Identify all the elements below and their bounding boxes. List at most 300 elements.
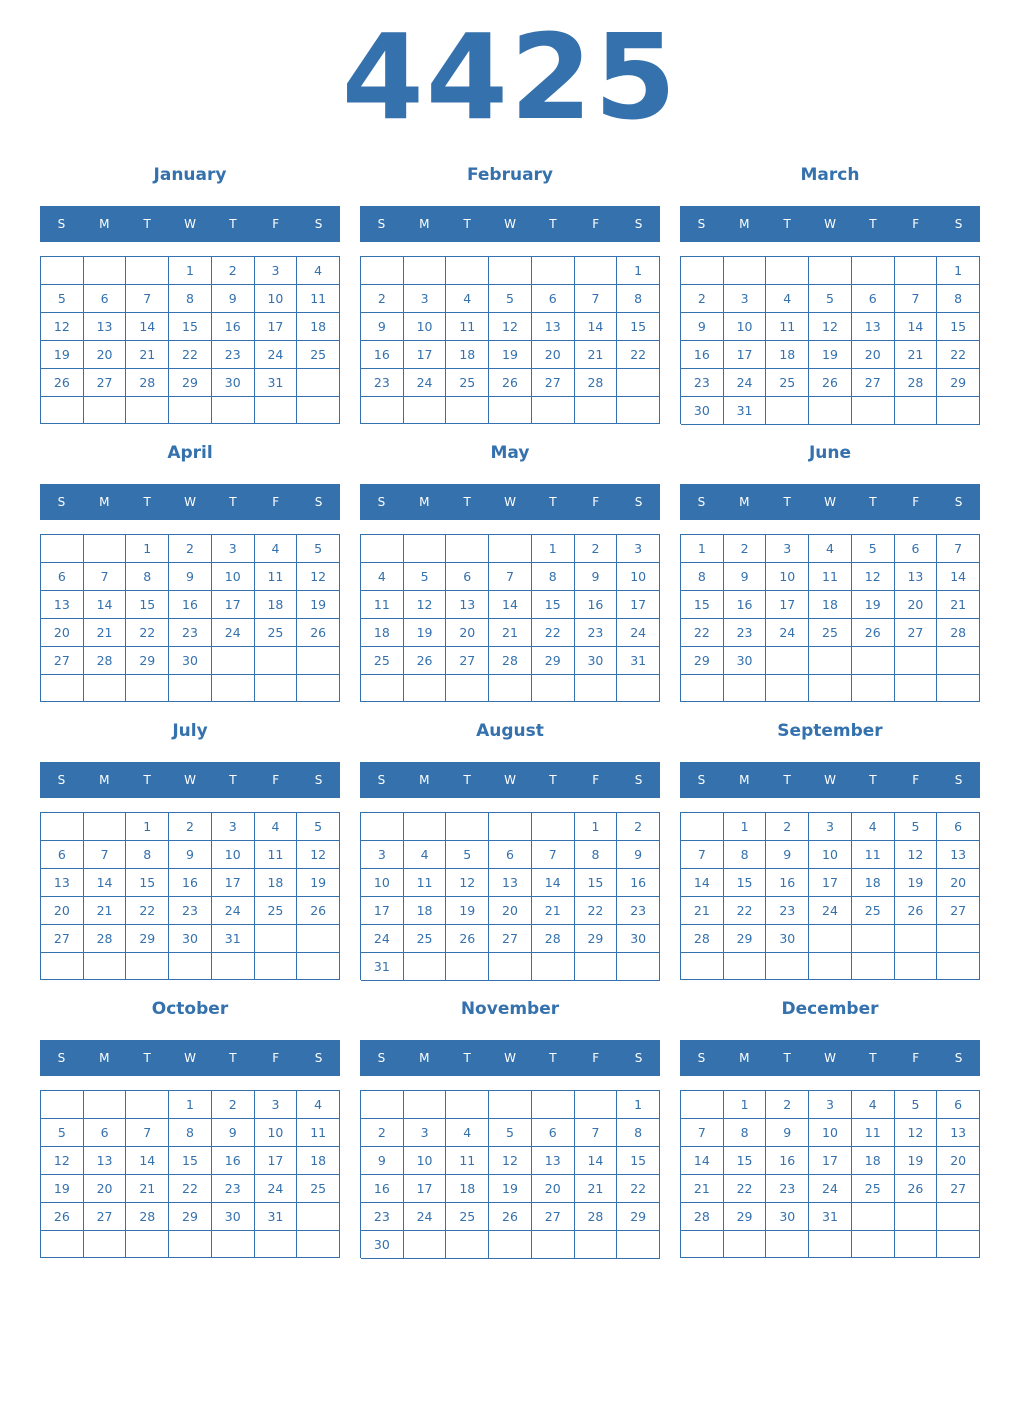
day-cell: 7 bbox=[681, 1119, 724, 1147]
day-cell: 2 bbox=[766, 1091, 809, 1119]
weekday-label: T bbox=[463, 495, 471, 509]
day-cell: 10 bbox=[255, 1119, 298, 1147]
empty-cell bbox=[617, 675, 660, 702]
weekday-label: W bbox=[504, 495, 516, 509]
weekday-label: F bbox=[592, 217, 600, 231]
weekday-label: T bbox=[549, 495, 557, 509]
day-cell: 3 bbox=[361, 841, 404, 869]
day-cell: 11 bbox=[404, 869, 447, 897]
day-cell: 21 bbox=[532, 897, 575, 925]
empty-cell bbox=[212, 647, 255, 675]
day-cell: 23 bbox=[361, 1203, 404, 1231]
day-cell: 13 bbox=[532, 313, 575, 341]
empty-cell bbox=[724, 953, 767, 980]
day-cell: 17 bbox=[809, 1147, 852, 1175]
day-cell: 14 bbox=[489, 591, 532, 619]
empty-cell bbox=[852, 647, 895, 675]
day-cell: 30 bbox=[681, 397, 724, 425]
day-cell: 30 bbox=[169, 647, 212, 675]
day-cell: 15 bbox=[681, 591, 724, 619]
day-cell: 18 bbox=[852, 869, 895, 897]
empty-cell bbox=[361, 675, 404, 702]
empty-cell bbox=[532, 397, 575, 424]
day-cell: 25 bbox=[766, 369, 809, 397]
day-cell: 27 bbox=[852, 369, 895, 397]
weekday-label: S bbox=[57, 773, 66, 787]
empty-cell bbox=[126, 397, 169, 424]
empty-cell bbox=[681, 813, 724, 841]
day-cell: 15 bbox=[169, 1147, 212, 1175]
day-cell: 8 bbox=[617, 285, 660, 313]
day-cell: 29 bbox=[169, 1203, 212, 1231]
day-cell: 31 bbox=[809, 1203, 852, 1231]
day-cell: 30 bbox=[575, 647, 618, 675]
empty-cell bbox=[361, 1091, 404, 1119]
day-cell: 21 bbox=[489, 619, 532, 647]
day-cell: 22 bbox=[169, 341, 212, 369]
day-cell: 28 bbox=[489, 647, 532, 675]
month-name: June bbox=[808, 443, 852, 463]
empty-cell bbox=[575, 953, 618, 981]
day-cell: 19 bbox=[297, 869, 340, 897]
day-cell: 11 bbox=[255, 841, 298, 869]
day-cell: 13 bbox=[41, 591, 84, 619]
day-cell: 11 bbox=[446, 1147, 489, 1175]
day-cell: 19 bbox=[895, 869, 938, 897]
weekday-label: T bbox=[549, 1051, 557, 1065]
day-cell: 27 bbox=[84, 369, 127, 397]
weekday-label: M bbox=[419, 217, 430, 231]
day-cell: 18 bbox=[446, 341, 489, 369]
day-cell: 21 bbox=[937, 591, 980, 619]
day-cell: 15 bbox=[937, 313, 980, 341]
weekday-label: S bbox=[57, 217, 66, 231]
day-cell: 9 bbox=[724, 563, 767, 591]
empty-cell bbox=[809, 1231, 852, 1258]
empty-cell bbox=[489, 1091, 532, 1119]
day-cell: 6 bbox=[41, 841, 84, 869]
day-cell: 16 bbox=[212, 313, 255, 341]
weekday-label: W bbox=[824, 1051, 836, 1065]
day-cell: 4 bbox=[361, 563, 404, 591]
day-cell: 20 bbox=[895, 591, 938, 619]
day-cell: 27 bbox=[489, 925, 532, 953]
day-cell: 16 bbox=[681, 341, 724, 369]
empty-cell bbox=[937, 1203, 980, 1231]
day-cell: 4 bbox=[297, 1091, 340, 1119]
day-cell: 29 bbox=[617, 1203, 660, 1231]
day-cell: 24 bbox=[766, 619, 809, 647]
empty-cell bbox=[937, 925, 980, 953]
empty-cell bbox=[126, 1231, 169, 1258]
day-cell: 24 bbox=[255, 341, 298, 369]
day-cell: 18 bbox=[361, 619, 404, 647]
empty-cell bbox=[404, 953, 447, 981]
empty-cell bbox=[446, 675, 489, 702]
weekday-label: S bbox=[954, 217, 963, 231]
day-cell: 22 bbox=[575, 897, 618, 925]
day-cell: 1 bbox=[937, 257, 980, 285]
day-cell: 28 bbox=[84, 647, 127, 675]
day-cell: 14 bbox=[895, 313, 938, 341]
day-cell: 1 bbox=[575, 813, 618, 841]
day-cell: 11 bbox=[852, 841, 895, 869]
weekday-label: S bbox=[634, 495, 643, 509]
weekday-label: T bbox=[869, 495, 877, 509]
day-grid bbox=[40, 256, 340, 424]
day-cell: 12 bbox=[41, 313, 84, 341]
empty-cell bbox=[446, 257, 489, 285]
day-cell: 29 bbox=[937, 369, 980, 397]
weekday-label: W bbox=[824, 495, 836, 509]
day-cell: 3 bbox=[255, 1091, 298, 1119]
day-cell: 22 bbox=[532, 619, 575, 647]
day-cell: 29 bbox=[575, 925, 618, 953]
day-cell: 24 bbox=[404, 1203, 447, 1231]
day-cell: 27 bbox=[532, 369, 575, 397]
day-cell: 21 bbox=[895, 341, 938, 369]
empty-cell bbox=[489, 535, 532, 563]
day-cell: 5 bbox=[446, 841, 489, 869]
day-cell: 8 bbox=[169, 285, 212, 313]
weekday-label: M bbox=[739, 1051, 750, 1065]
day-cell: 14 bbox=[126, 1147, 169, 1175]
empty-cell bbox=[361, 397, 404, 424]
day-cell: 26 bbox=[404, 647, 447, 675]
day-cell: 19 bbox=[297, 591, 340, 619]
day-cell: 17 bbox=[361, 897, 404, 925]
day-cell: 25 bbox=[297, 1175, 340, 1203]
weekday-label: F bbox=[592, 1051, 600, 1065]
day-cell: 7 bbox=[532, 841, 575, 869]
weekday-label: W bbox=[824, 217, 836, 231]
weekday-label: W bbox=[504, 217, 516, 231]
empty-cell bbox=[297, 397, 340, 424]
day-cell: 17 bbox=[212, 869, 255, 897]
day-cell: 28 bbox=[681, 925, 724, 953]
day-cell: 3 bbox=[617, 535, 660, 563]
day-cell: 22 bbox=[126, 619, 169, 647]
day-cell: 20 bbox=[41, 619, 84, 647]
day-cell: 14 bbox=[575, 313, 618, 341]
day-cell: 26 bbox=[852, 619, 895, 647]
weekday-label: F bbox=[912, 217, 920, 231]
day-cell: 30 bbox=[766, 925, 809, 953]
empty-cell bbox=[852, 675, 895, 702]
day-grid bbox=[360, 534, 660, 702]
day-cell: 10 bbox=[404, 313, 447, 341]
empty-cell bbox=[617, 1231, 660, 1259]
day-cell: 16 bbox=[169, 591, 212, 619]
day-cell: 7 bbox=[126, 1119, 169, 1147]
day-cell: 12 bbox=[489, 1147, 532, 1175]
day-cell: 26 bbox=[297, 897, 340, 925]
day-cell: 12 bbox=[297, 841, 340, 869]
day-cell: 9 bbox=[361, 1147, 404, 1175]
day-cell: 19 bbox=[489, 341, 532, 369]
empty-cell bbox=[489, 397, 532, 424]
weekday-label: F bbox=[912, 773, 920, 787]
empty-cell bbox=[84, 535, 127, 563]
day-cell: 8 bbox=[617, 1119, 660, 1147]
empty-cell bbox=[575, 675, 618, 702]
empty-cell bbox=[255, 675, 298, 702]
day-cell: 22 bbox=[724, 897, 767, 925]
day-cell: 16 bbox=[766, 1147, 809, 1175]
empty-cell bbox=[297, 675, 340, 702]
day-cell: 22 bbox=[126, 897, 169, 925]
weekday-label: M bbox=[99, 495, 110, 509]
empty-cell bbox=[255, 953, 298, 980]
day-cell: 27 bbox=[895, 619, 938, 647]
weekday-header bbox=[360, 762, 660, 798]
weekday-label: S bbox=[634, 217, 643, 231]
day-cell: 8 bbox=[532, 563, 575, 591]
weekday-label: S bbox=[697, 495, 706, 509]
weekday-label: S bbox=[314, 217, 323, 231]
day-cell: 1 bbox=[724, 1091, 767, 1119]
day-cell: 15 bbox=[724, 869, 767, 897]
day-cell: 16 bbox=[575, 591, 618, 619]
day-cell: 2 bbox=[361, 285, 404, 313]
day-grid bbox=[360, 256, 660, 424]
day-cell: 6 bbox=[895, 535, 938, 563]
day-cell: 16 bbox=[169, 869, 212, 897]
empty-cell bbox=[41, 813, 84, 841]
day-cell: 2 bbox=[575, 535, 618, 563]
weekday-label: T bbox=[549, 773, 557, 787]
day-cell: 5 bbox=[41, 1119, 84, 1147]
day-cell: 18 bbox=[809, 591, 852, 619]
day-cell: 17 bbox=[766, 591, 809, 619]
day-cell: 8 bbox=[126, 563, 169, 591]
weekday-label: T bbox=[783, 773, 791, 787]
weekday-label: M bbox=[419, 495, 430, 509]
empty-cell bbox=[84, 1231, 127, 1258]
day-cell: 4 bbox=[404, 841, 447, 869]
day-cell: 10 bbox=[404, 1147, 447, 1175]
empty-cell bbox=[41, 1231, 84, 1258]
day-cell: 9 bbox=[169, 563, 212, 591]
weekday-label: S bbox=[954, 1051, 963, 1065]
empty-cell bbox=[404, 813, 447, 841]
day-cell: 3 bbox=[766, 535, 809, 563]
day-cell: 24 bbox=[255, 1175, 298, 1203]
day-cell: 6 bbox=[84, 285, 127, 313]
day-cell: 1 bbox=[617, 1091, 660, 1119]
empty-cell bbox=[895, 953, 938, 980]
day-cell: 31 bbox=[212, 925, 255, 953]
day-cell: 1 bbox=[724, 813, 767, 841]
weekday-header bbox=[680, 1040, 980, 1076]
day-cell: 15 bbox=[532, 591, 575, 619]
day-cell: 8 bbox=[169, 1119, 212, 1147]
day-cell: 10 bbox=[212, 841, 255, 869]
day-cell: 28 bbox=[126, 369, 169, 397]
day-cell: 23 bbox=[766, 1175, 809, 1203]
day-cell: 14 bbox=[681, 869, 724, 897]
weekday-label: M bbox=[99, 1051, 110, 1065]
empty-cell bbox=[84, 675, 127, 702]
weekday-label: W bbox=[184, 495, 196, 509]
empty-cell bbox=[895, 675, 938, 702]
weekday-label: F bbox=[592, 773, 600, 787]
day-cell: 26 bbox=[809, 369, 852, 397]
day-cell: 17 bbox=[404, 341, 447, 369]
weekday-label: S bbox=[634, 1051, 643, 1065]
day-cell: 6 bbox=[937, 1091, 980, 1119]
empty-cell bbox=[766, 1231, 809, 1258]
month-name: May bbox=[490, 443, 530, 463]
empty-cell bbox=[255, 925, 298, 953]
day-cell: 27 bbox=[937, 897, 980, 925]
weekday-label: S bbox=[314, 773, 323, 787]
day-cell: 12 bbox=[404, 591, 447, 619]
day-cell: 14 bbox=[681, 1147, 724, 1175]
day-cell: 25 bbox=[255, 897, 298, 925]
weekday-label: F bbox=[272, 773, 280, 787]
weekday-label: F bbox=[272, 217, 280, 231]
weekday-label: W bbox=[504, 1051, 516, 1065]
day-cell: 31 bbox=[255, 369, 298, 397]
day-cell: 21 bbox=[126, 341, 169, 369]
day-cell: 10 bbox=[724, 313, 767, 341]
empty-cell bbox=[575, 257, 618, 285]
day-cell: 17 bbox=[212, 591, 255, 619]
empty-cell bbox=[532, 675, 575, 702]
empty-cell bbox=[852, 925, 895, 953]
weekday-label: S bbox=[314, 495, 323, 509]
day-cell: 4 bbox=[297, 257, 340, 285]
empty-cell bbox=[126, 257, 169, 285]
empty-cell bbox=[84, 397, 127, 424]
day-cell: 24 bbox=[404, 369, 447, 397]
empty-cell bbox=[361, 257, 404, 285]
day-cell: 2 bbox=[212, 1091, 255, 1119]
empty-cell bbox=[724, 1231, 767, 1258]
day-cell: 7 bbox=[681, 841, 724, 869]
day-cell: 24 bbox=[361, 925, 404, 953]
day-cell: 10 bbox=[809, 841, 852, 869]
empty-cell bbox=[297, 369, 340, 397]
day-cell: 14 bbox=[84, 591, 127, 619]
day-cell: 3 bbox=[809, 813, 852, 841]
day-cell: 10 bbox=[766, 563, 809, 591]
weekday-header bbox=[680, 206, 980, 242]
empty-cell bbox=[937, 953, 980, 980]
day-cell: 29 bbox=[724, 1203, 767, 1231]
day-cell: 19 bbox=[489, 1175, 532, 1203]
day-cell: 19 bbox=[41, 341, 84, 369]
day-cell: 24 bbox=[212, 897, 255, 925]
day-cell: 27 bbox=[41, 647, 84, 675]
day-cell: 16 bbox=[212, 1147, 255, 1175]
weekday-label: T bbox=[549, 217, 557, 231]
empty-cell bbox=[852, 257, 895, 285]
day-cell: 17 bbox=[617, 591, 660, 619]
day-cell: 13 bbox=[84, 313, 127, 341]
weekday-label: T bbox=[143, 1051, 151, 1065]
day-cell: 28 bbox=[895, 369, 938, 397]
day-cell: 11 bbox=[766, 313, 809, 341]
day-cell: 5 bbox=[489, 285, 532, 313]
weekday-label: T bbox=[463, 217, 471, 231]
weekday-label: S bbox=[697, 217, 706, 231]
month-name: September bbox=[777, 721, 883, 741]
empty-cell bbox=[41, 397, 84, 424]
empty-cell bbox=[297, 953, 340, 980]
empty-cell bbox=[937, 675, 980, 702]
day-cell: 30 bbox=[212, 369, 255, 397]
day-cell: 31 bbox=[361, 953, 404, 981]
empty-cell bbox=[297, 1231, 340, 1258]
weekday-label: S bbox=[57, 1051, 66, 1065]
day-cell: 9 bbox=[766, 841, 809, 869]
day-cell: 24 bbox=[212, 619, 255, 647]
empty-cell bbox=[575, 1091, 618, 1119]
day-cell: 28 bbox=[575, 1203, 618, 1231]
empty-cell bbox=[809, 647, 852, 675]
day-cell: 10 bbox=[809, 1119, 852, 1147]
day-cell: 5 bbox=[895, 1091, 938, 1119]
day-cell: 2 bbox=[361, 1119, 404, 1147]
day-cell: 10 bbox=[617, 563, 660, 591]
day-cell: 1 bbox=[532, 535, 575, 563]
day-cell: 31 bbox=[255, 1203, 298, 1231]
empty-cell bbox=[809, 397, 852, 425]
day-cell: 30 bbox=[212, 1203, 255, 1231]
empty-cell bbox=[126, 1091, 169, 1119]
empty-cell bbox=[532, 257, 575, 285]
day-cell: 24 bbox=[809, 1175, 852, 1203]
day-cell: 18 bbox=[446, 1175, 489, 1203]
day-cell: 5 bbox=[809, 285, 852, 313]
day-cell: 14 bbox=[575, 1147, 618, 1175]
day-cell: 3 bbox=[724, 285, 767, 313]
day-cell: 2 bbox=[766, 813, 809, 841]
day-cell: 28 bbox=[126, 1203, 169, 1231]
day-cell: 23 bbox=[724, 619, 767, 647]
empty-cell bbox=[681, 1091, 724, 1119]
empty-cell bbox=[297, 647, 340, 675]
day-cell: 21 bbox=[575, 341, 618, 369]
day-cell: 16 bbox=[766, 869, 809, 897]
weekday-label: M bbox=[739, 773, 750, 787]
day-cell: 7 bbox=[937, 535, 980, 563]
day-grid bbox=[40, 1090, 340, 1258]
day-cell: 5 bbox=[297, 535, 340, 563]
day-cell: 6 bbox=[446, 563, 489, 591]
empty-cell bbox=[84, 257, 127, 285]
day-cell: 9 bbox=[617, 841, 660, 869]
empty-cell bbox=[255, 647, 298, 675]
day-cell: 8 bbox=[575, 841, 618, 869]
day-cell: 19 bbox=[404, 619, 447, 647]
empty-cell bbox=[895, 257, 938, 285]
weekday-label: T bbox=[463, 773, 471, 787]
day-cell: 26 bbox=[489, 1203, 532, 1231]
empty-cell bbox=[937, 1231, 980, 1258]
day-cell: 19 bbox=[809, 341, 852, 369]
empty-cell bbox=[255, 397, 298, 424]
empty-cell bbox=[532, 1091, 575, 1119]
day-cell: 18 bbox=[297, 1147, 340, 1175]
empty-cell bbox=[766, 257, 809, 285]
weekday-label: T bbox=[783, 1051, 791, 1065]
empty-cell bbox=[575, 1231, 618, 1259]
day-cell: 11 bbox=[852, 1119, 895, 1147]
weekday-label: T bbox=[869, 217, 877, 231]
